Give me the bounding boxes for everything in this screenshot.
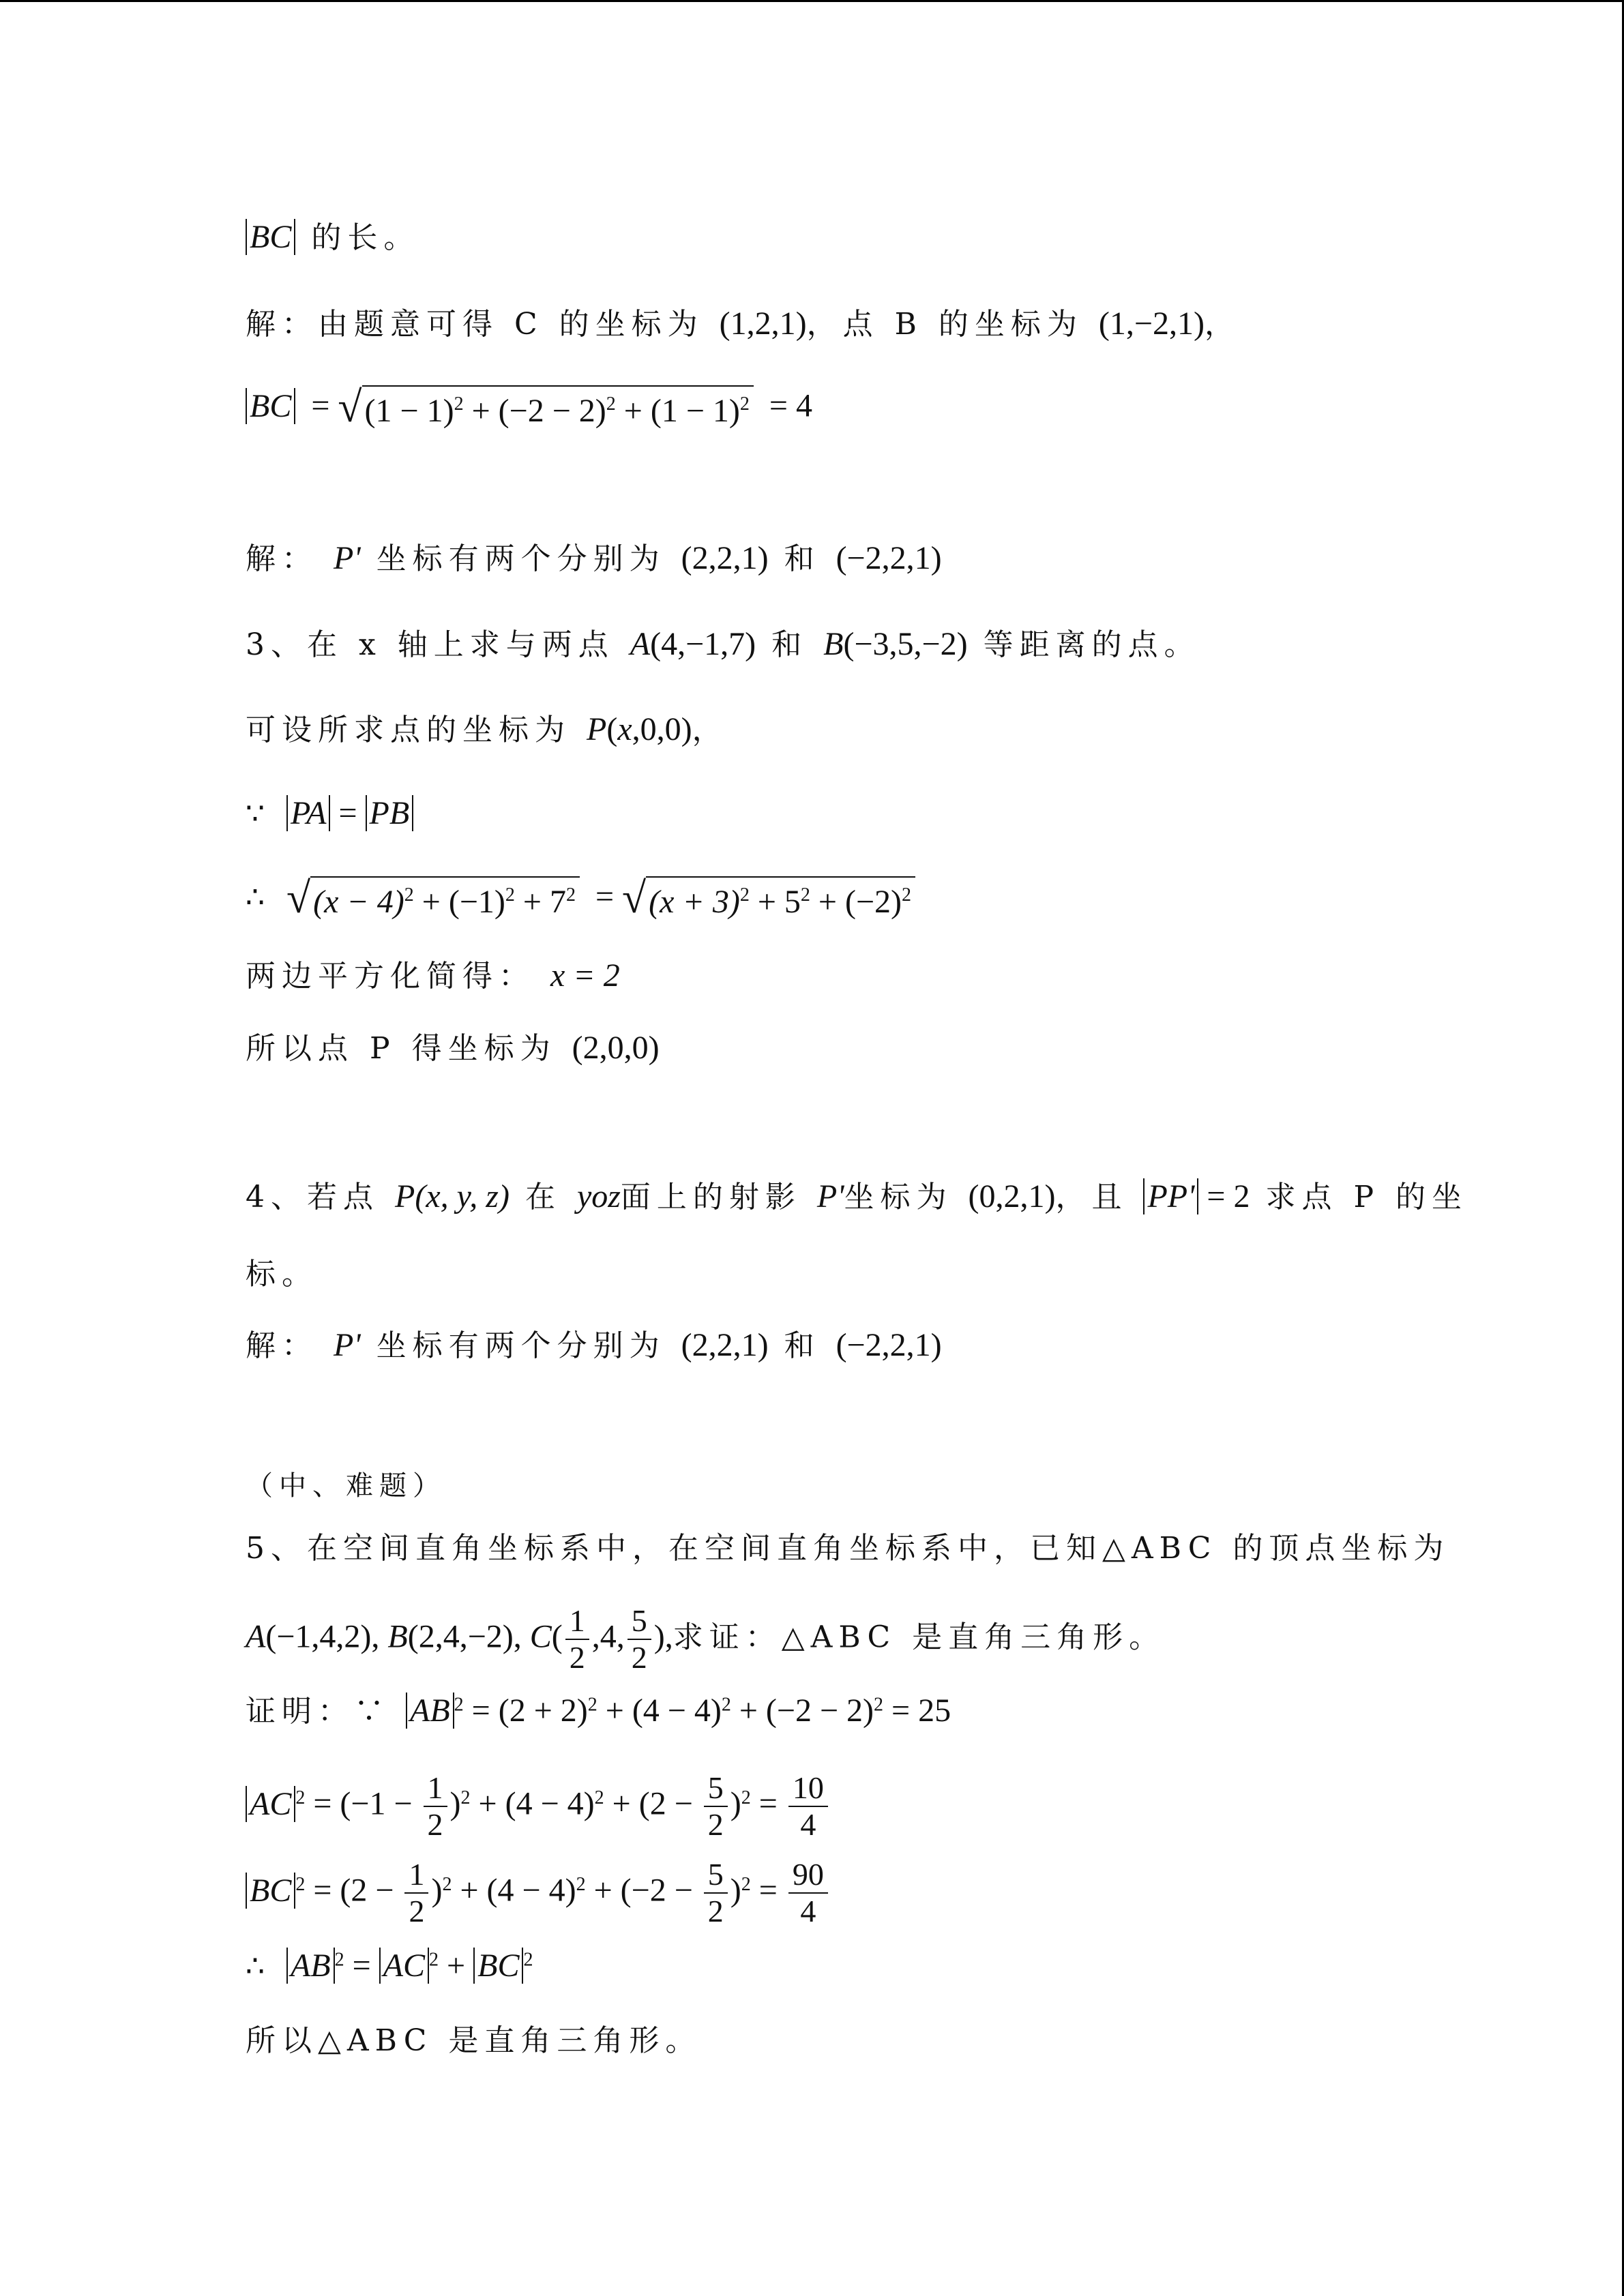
text: 所以点 P 得坐标为 xyxy=(246,1031,557,1066)
math-sep: , xyxy=(513,1618,530,1655)
math-coord: (2,2,1) xyxy=(681,1327,769,1363)
math-sup: 2 xyxy=(874,1694,884,1716)
fraction: $\frac{1}{2}$ xyxy=(404,1857,428,1929)
line-bc-formula xyxy=(246,385,812,432)
math-coord: (2,2,1) xyxy=(681,540,769,576)
math-x-eq-2: x = 2 xyxy=(550,957,620,994)
text: ， xyxy=(692,713,728,747)
text: 坐标有两个分别为 xyxy=(376,1328,666,1363)
line-p-prime-answer-1 xyxy=(246,538,942,580)
math-paren: ( xyxy=(606,711,618,747)
text: 的长。 xyxy=(311,220,420,255)
math-coord: (2,4,−2) xyxy=(407,1618,514,1655)
math-coord-c: (1,2,1) xyxy=(719,305,807,342)
math-abs-bc: BC xyxy=(246,1873,295,1909)
math-point-b: B xyxy=(823,626,844,662)
problem-3-statement xyxy=(246,624,1200,666)
math-abs-bc: BC xyxy=(246,388,295,424)
math-sup: 2 xyxy=(454,1694,464,1716)
because-symbol: ∵ xyxy=(246,796,286,831)
text: 和 xyxy=(784,541,821,576)
text: （中、难题） xyxy=(246,1470,446,1502)
math-abs-pa: PA xyxy=(286,795,330,831)
therefore-symbol: ∴ xyxy=(246,1949,286,1984)
math-sup: 2 xyxy=(295,1873,306,1895)
line-bc-length xyxy=(246,217,419,258)
math-sup: 2 xyxy=(523,1949,533,1971)
problem-5-vertices xyxy=(246,1603,1165,1675)
math-eq: = xyxy=(344,1948,379,1984)
math-sup: 2 xyxy=(741,1873,751,1895)
proof-ab-squared xyxy=(246,1690,951,1732)
radical-sign: √ xyxy=(338,383,362,431)
math-coord: (−1,4,2) xyxy=(265,1618,372,1655)
math-term: + (−2 − 2) xyxy=(730,1693,874,1729)
fraction: $\frac{1}{2}$ xyxy=(424,1770,447,1843)
math-abs-ac: AC xyxy=(379,1948,429,1984)
math-abs-ab: AB xyxy=(406,1693,454,1729)
line-therefore-sqrt xyxy=(246,876,915,923)
text: 证明：∵ xyxy=(246,1694,406,1729)
math-abs-pb: PB xyxy=(366,795,414,831)
fraction: $\frac{5}{2}$ xyxy=(628,1603,651,1675)
math-sep: , xyxy=(371,1618,388,1655)
text: 解：由题意可得 C 的坐标为 xyxy=(246,307,704,342)
math-term: = (2 + 2) xyxy=(463,1693,588,1729)
math-coord-b: (1,−2,1) xyxy=(1098,305,1205,342)
math-var-x: x xyxy=(617,711,632,747)
problem-5-statement xyxy=(246,1528,1449,1569)
math-paren: ) xyxy=(431,1872,443,1909)
math-point-a: A xyxy=(246,1618,266,1655)
text: ，且 xyxy=(1055,1180,1128,1214)
text: 解： xyxy=(246,541,318,576)
line-continuation xyxy=(246,1254,318,1295)
math-sup: 2 xyxy=(295,1787,306,1808)
line-solution-coords xyxy=(246,303,1241,345)
text: ， xyxy=(1204,307,1241,342)
math-coord: (−3,5,−2) xyxy=(843,626,968,662)
math-point-b: B xyxy=(387,1618,408,1655)
text: 解： xyxy=(246,1328,318,1363)
math-sup: 2 xyxy=(721,1694,731,1716)
math-term: = (−1 − xyxy=(305,1785,421,1822)
fraction: $\frac{5}{2}$ xyxy=(704,1770,728,1843)
math-sup: 2 xyxy=(442,1873,452,1895)
math-sup: 2 xyxy=(334,1949,344,1971)
math-sup: 2 xyxy=(576,1873,586,1895)
math-point-p: P xyxy=(395,1178,415,1214)
math-paren: ) xyxy=(449,1785,461,1822)
text: 两边平方化简得： xyxy=(246,959,535,994)
text: 所以△ABC 是直角三角形。 xyxy=(246,2023,702,2058)
math-sup: 2 xyxy=(587,1694,597,1716)
text: 求证：△ABC 是直角三角形。 xyxy=(673,1620,1166,1655)
proof-conclusion-equation xyxy=(246,1945,533,1987)
math-paren: ) xyxy=(730,1872,741,1909)
math-result: = 4 xyxy=(769,387,812,424)
proof-ac-squared xyxy=(246,1770,831,1843)
text: 3、在 x 轴上求与两点 xyxy=(246,627,615,662)
text: 可设所求点的坐标为 xyxy=(246,713,571,747)
math-abs-bc: BC xyxy=(473,1948,523,1984)
math-eq: = xyxy=(330,795,366,831)
math-coord-mid: ,4, xyxy=(591,1618,625,1655)
math-eq-2: = 2 xyxy=(1198,1178,1250,1214)
math-p-prime: P' xyxy=(816,1178,844,1214)
math-term: + (4 − 4) xyxy=(597,1693,722,1729)
sqrt-expression xyxy=(338,385,753,432)
math-paren-close: ), xyxy=(653,1618,673,1655)
line-p-prime-answer-2 xyxy=(246,1325,942,1367)
proof-conclusion-text xyxy=(246,2021,701,2061)
text: 求点 P 的坐 xyxy=(1265,1180,1468,1214)
math-point-p: P xyxy=(587,711,607,747)
math-result: = 25 xyxy=(883,1693,951,1729)
math-abs-pp: PP' xyxy=(1143,1178,1198,1214)
math-coord: (0,2,1) xyxy=(968,1178,1056,1214)
text: 坐标为 xyxy=(844,1180,953,1214)
math-paren: ) xyxy=(730,1785,741,1822)
math-plus: + xyxy=(439,1948,474,1984)
math-p-prime: P' xyxy=(334,540,361,576)
math-eq: = xyxy=(595,878,623,915)
math-xyz: (x, y, z) xyxy=(415,1178,510,1214)
line-simplify xyxy=(246,955,620,997)
text: 在 xyxy=(525,1180,561,1214)
text: 坐标有两个分别为 xyxy=(376,541,666,576)
section-heading-difficulty xyxy=(246,1465,446,1506)
math-abs-bc: BC xyxy=(246,219,295,255)
math-point-a: A xyxy=(630,626,651,662)
math-coord-rest: ,0,0) xyxy=(632,711,692,747)
text: 5、在空间直角坐标系中，在空间直角坐标系中，已知△ABC 的顶点坐标为 xyxy=(246,1531,1450,1566)
text: 和 xyxy=(784,1328,821,1363)
math-sup: 2 xyxy=(429,1949,439,1971)
math-yoz: yoz xyxy=(576,1178,621,1214)
math-term: = (2 − xyxy=(305,1872,402,1909)
text: 和 xyxy=(771,627,808,662)
sqrt-right: √ $(x + 3)^2 + 5^2 + (-2)^2$ xyxy=(622,876,915,923)
radicand: $(1 - 1)^2 + (-2 - 2)^2 + (1 - 1)^2$ xyxy=(362,385,754,432)
line-assume-p xyxy=(246,709,728,751)
text: 标。 xyxy=(246,1257,318,1292)
text: 等距离的点。 xyxy=(983,627,1200,662)
math-term: + (2 − xyxy=(604,1785,701,1822)
fraction-result: $\frac{10}{4}$ xyxy=(788,1770,828,1843)
text: ，点 B 的坐标为 xyxy=(806,307,1083,342)
math-abs-ac: AC xyxy=(246,1786,295,1822)
math-coord: (−2,2,1) xyxy=(836,1327,942,1363)
text: 面上的射影 xyxy=(620,1180,801,1214)
fraction-result: $\frac{90}{4}$ xyxy=(788,1857,828,1929)
math-eq: = xyxy=(750,1872,786,1909)
line-because-pa-pb xyxy=(246,793,413,835)
math-term: + (4 − 4) xyxy=(452,1872,576,1909)
math-abs-ab: AB xyxy=(286,1948,335,1984)
math-coord: (2,0,0) xyxy=(572,1030,660,1066)
proof-bc-squared xyxy=(246,1857,831,1929)
math-eq: = xyxy=(311,387,338,424)
fraction: $\frac{5}{2}$ xyxy=(704,1857,728,1929)
math-point-c: C xyxy=(529,1618,552,1655)
math-paren: ( xyxy=(551,1618,563,1655)
text: 4、若点 xyxy=(246,1180,379,1214)
fraction: $\frac{1}{2}$ xyxy=(565,1603,589,1675)
math-p-prime: P' xyxy=(334,1327,361,1363)
math-term: + (−2 − xyxy=(585,1872,701,1909)
line-p-result xyxy=(246,1028,660,1069)
problem-4-statement xyxy=(246,1176,1468,1218)
math-term: + (4 − 4) xyxy=(470,1785,595,1822)
math-coord: (−2,2,1) xyxy=(836,540,942,576)
sqrt-left: √ $(x - 4)^2 + (-1)^2 + 7^2$ xyxy=(286,876,580,923)
math-eq: = xyxy=(750,1785,786,1822)
math-sup: 2 xyxy=(460,1787,471,1808)
math-coord: (4,−1,7) xyxy=(650,626,756,662)
therefore-symbol: ∴ xyxy=(246,880,286,915)
math-sup: 2 xyxy=(594,1787,604,1808)
math-sup: 2 xyxy=(741,1787,751,1808)
